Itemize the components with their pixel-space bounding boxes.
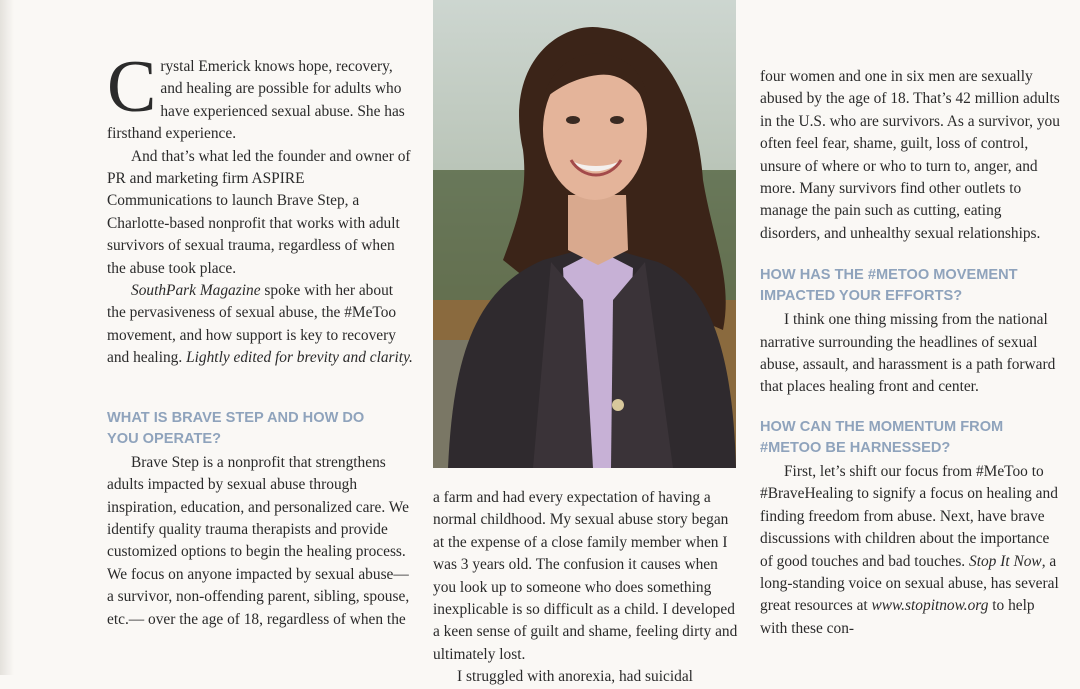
article-column-1 <box>107 46 413 631</box>
page-fold-left <box>0 0 14 675</box>
drop-cap: C <box>107 46 157 128</box>
paragraph-founder: And that’s what led the founder and owner of PR and marketing firm ASPIRE Communications to launch Brave Step, a Charlotte-based nonprofit that works with adult survivors of sexual trauma, regardless of when the abuse took place. <box>107 147 411 277</box>
resource-url: www.stopitnow.org <box>871 597 989 615</box>
paragraph-interview-note: SouthPark Magazine spoke with her about the pervasiveness of sexual abuse, the #MeToo movement, and how support is key to recovery and healing. Lightly edited for brevity and clarity. <box>107 282 413 367</box>
answer-paragraph-2: I think one thing missing from the national narrative surrounding the headlines of sexual abuse, assault, and harassment is a path forward that places healing front and center. <box>760 311 1056 396</box>
statistics-paragraph: four women and one in six men are sexually abused by the age of 18. That’s 42 million adults in the U.S. who are survivors. As a survivor, you often feel fear, shame, guilt, loss of control, unsure of where or who to turn to, anger, and more. Many survivors find other outlets to manage the pain such as cutting, eating disorders, and unhealthy sexual relationships. <box>760 68 1060 242</box>
magazine-name: SouthPark Magazine <box>131 282 261 300</box>
organization-name: Stop It Now <box>969 552 1042 570</box>
intro-paragraph: Crystal Emerick knows hope, recovery, and healing are possible for adults who have experienced sexual abuse. She has firsthand experience. <box>107 46 405 143</box>
portrait-illustration <box>433 0 736 468</box>
story-paragraph-2: I struggled with anorexia, had suicidal <box>457 668 693 686</box>
article-column-2 <box>433 487 739 689</box>
answer-paragraph-1: Brave Step is a nonprofit that strengthens adults impacted by sexual abuse through inspiration, education, and personalized care. We identify quality trauma therapists and provide customized options to begin the healing process. We focus on anyone impacted by sexual abuse—a survivor, non-offending parent, sibling, spouse, etc.— over the age of 18, regardless of when the <box>107 453 410 628</box>
question-heading-2: HOW HAS THE #METOO MOVEMENT IMPACTED YOUR EFFORTS? <box>760 267 1018 305</box>
answer-paragraph-3: First, let’s shift our focus from #MeToo to #BraveHealing to signify a focus on healing and finding freedom from abuse. Next, have brave discussions with children about the importance of good touches and bad touches. Stop It Now, a long-standing voice on sexual abuse, has several great resources at www.stopitnow.org to help with these con- <box>760 462 1059 637</box>
portrait-photo <box>433 0 736 468</box>
story-paragraph: a farm and had every expectation of having a normal childhood. My sexual abuse story began at the expense of a close family member when I was 3 years old. The confusion it causes when you look up to someone who does something inexplicable is so difficult as a child. I developed a keen sense of guilt and shame, feeling dirty and ultimately lost. <box>433 489 738 663</box>
question-heading-1: WHAT IS BRAVE STEP AND HOW DO YOU OPERATE? <box>107 409 365 447</box>
edit-note: Lightly edited for brevity and clarity. <box>186 349 413 367</box>
question-heading-3: HOW CAN THE MOMENTUM FROM #METOO BE HARNESSED? <box>760 418 1004 456</box>
article-column-3 <box>760 66 1065 640</box>
